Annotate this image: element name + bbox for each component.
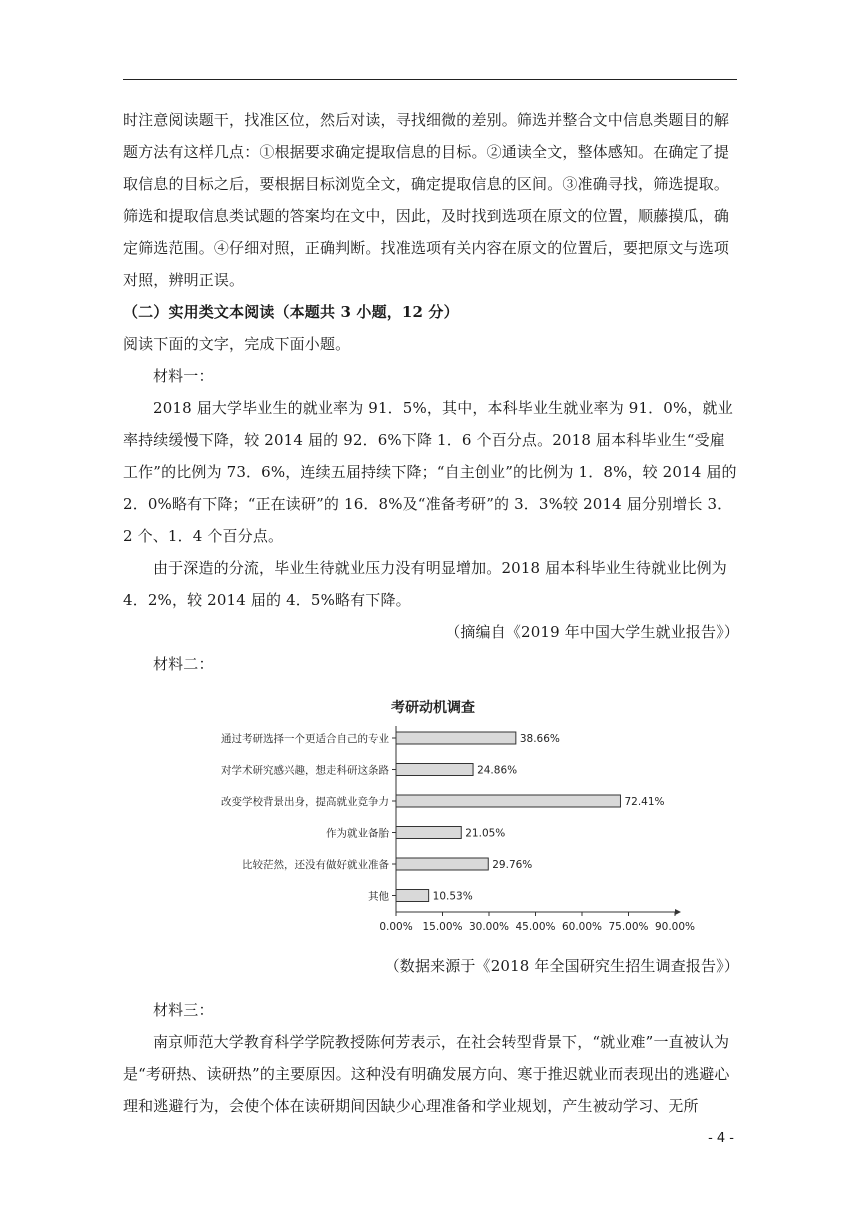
material1-label: 材料一： bbox=[153, 367, 214, 385]
category-label: 改变学校背景出身，提高就业竞争力 bbox=[221, 796, 389, 808]
x-tick-label: 75.00% bbox=[608, 921, 649, 933]
x-tick-label: 30.00% bbox=[468, 921, 510, 933]
material3-para: 南京师范大学教育科学学院教授陈何芳表示，在社会转型背景下，“就业难”一直被认为是“考研热、读研热”的主要原因。这种没有明确发展方向、寒于推迟就业而表现出的逃避心理和逃避行为，会使个体在读研期间因缺少心理准备和学业规划，产生被动学习、无所 bbox=[123, 1033, 730, 1115]
text-line: 取信息的目标之后，要根据目标浏览全文，确定提取信息的区间。③准确寻找，筛选提取。 bbox=[123, 175, 730, 193]
header-rule bbox=[123, 79, 737, 80]
passage-bottom bbox=[123, 950, 739, 1122]
data-label: 10.53% bbox=[432, 890, 473, 903]
x-tick-label: 0.00% bbox=[379, 921, 413, 933]
x-tick-label: 45.00% bbox=[515, 921, 556, 933]
data-label: 24.86% bbox=[477, 764, 518, 777]
data-label: 21.05% bbox=[465, 827, 506, 840]
bar bbox=[396, 795, 620, 807]
material2-source: （数据来源于《2018 年全国研究生招生调查报告》） bbox=[384, 957, 739, 975]
material1-para2: 由于深造的分流，毕业生待就业压力没有明显增加。2018 届本科毕业生待就业比例为 4．2%，较 2014 届的 4．5%略有下降。 bbox=[123, 559, 727, 609]
text-line: 题方法有这样几点：①根据要求确定提取信息的目标。②通读全文，整体感知。在确定了提 bbox=[123, 143, 730, 161]
instruction: 阅读下面的文字，完成下面小题。 bbox=[123, 335, 351, 353]
text-line: 对照，辨明正误。 bbox=[123, 271, 245, 289]
category-label: 作为就业备胎 bbox=[326, 827, 389, 840]
section-heading: （二）实用类文本阅读（本题共 3 小题，12 分） bbox=[123, 303, 459, 321]
bar bbox=[396, 890, 429, 902]
material3-label: 材料三： bbox=[153, 1001, 214, 1019]
data-label: 38.66% bbox=[519, 733, 560, 745]
x-tick-label: 60.00% bbox=[561, 921, 603, 933]
material1-para1: 2018 届大学毕业生的就业率为 91．5%，其中，本科毕业生就业率为 91．0%，就业率持续缓慢下降，较 2014 届的 92．6%下降 1．6 个百分点。2018 届本科毕业生“受雇工作”的比例为 73．6%，连续五届持续下降；“自主创业”的比例为 1．8%，较 2014 届的 2．0%略有下降；“正在读研”的 16．8%及“准备考研”的 3．3%较 2014 届分别增长 3．2 个、1．4 个百分点。 bbox=[123, 399, 737, 545]
category-label: 比较茫然，还没有做好就业准备 bbox=[242, 859, 389, 871]
x-tick-label: 90.00% bbox=[654, 921, 696, 933]
category-label: 通过考研选择一个更适合自己的专业 bbox=[221, 733, 389, 745]
bar bbox=[396, 858, 488, 870]
bar bbox=[396, 764, 473, 776]
bar bbox=[396, 827, 461, 839]
data-label: 29.76% bbox=[492, 859, 533, 871]
page-number: - 4 - bbox=[708, 1131, 734, 1146]
x-axis-arrow bbox=[675, 909, 681, 915]
x-tick-label: 15.00% bbox=[422, 921, 463, 933]
data-label: 72.41% bbox=[624, 796, 665, 808]
motivation-bar-chart bbox=[180, 690, 700, 940]
category-label: 对学术研究感兴趣，想走科研这条路 bbox=[221, 764, 389, 777]
text-line: 时注意阅读题干，找准区位，然后对读，寻找细微的差别。筛选并整合文中信息类题目的解 bbox=[123, 111, 730, 129]
text-line: 筛选和提取信息类试题的答案均在文中，因此，及时找到选项在原文的位置，顺藤摸瓜，确 bbox=[123, 207, 730, 225]
text-line: 定筛选范围。④仔细对照，正确判断。找准选项有关内容在原文的位置后，要把原文与选项 bbox=[123, 239, 730, 257]
bar bbox=[396, 732, 516, 744]
material1-source: （摘编自《2019 年中国大学生就业报告》） bbox=[445, 623, 739, 641]
material2-label: 材料二： bbox=[153, 655, 214, 673]
passage-top bbox=[123, 104, 739, 680]
chart-title: 考研动机调查 bbox=[391, 700, 475, 716]
category-label: 其他 bbox=[368, 890, 389, 903]
